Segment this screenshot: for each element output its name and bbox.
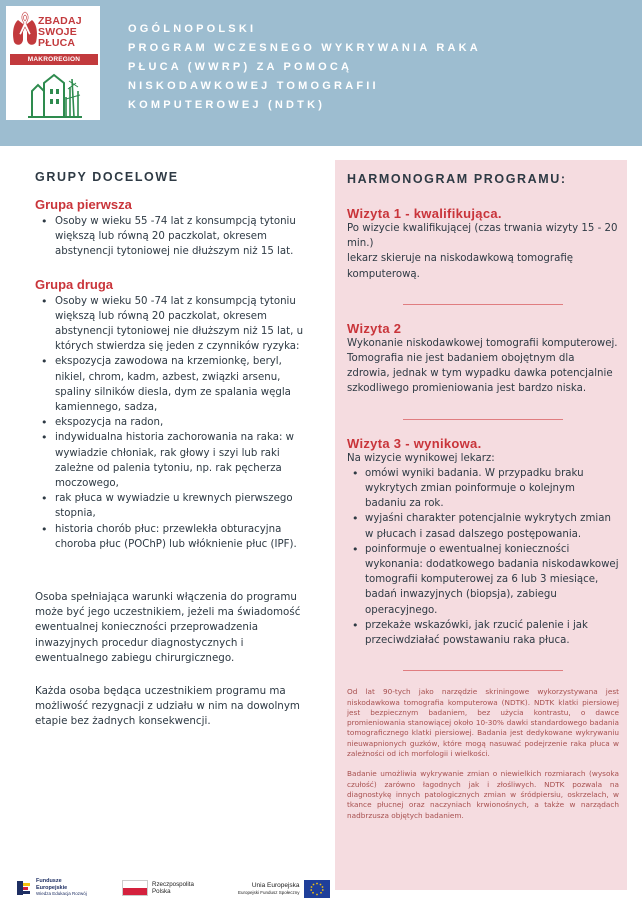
list-item: • rak płuca w wywiadzie u krewnych pierwszego stopnia, xyxy=(35,491,315,521)
logo-text: ZBADAJ SWOJE PŁUCA xyxy=(38,15,82,49)
eu-line2: Europejski Fundusz Społeczny xyxy=(238,890,300,895)
group1-list xyxy=(35,214,315,260)
rp-line2: Polska xyxy=(152,888,171,895)
schedule-heading: HARMONOGRAM PROGRAMU: xyxy=(347,172,567,186)
header-banner xyxy=(0,0,642,146)
divider xyxy=(403,304,563,305)
list-item: • Osoby w wieku 55 -74 lat z konsumpcją tytoniu większą lub równą 20 paczkolat, okresem abstynencji tytoniowej nie dłuższym niż 15 lat. xyxy=(35,214,315,260)
visit2-text: Wykonanie niskodawkowej tomografii komputerowej. Tomografia nie jest badaniem obojętnym dla zdrowia, jednak w tym wypadku dawka potencjalnie szkodliwego promieniowania jest bardzo niska. xyxy=(347,337,618,395)
visit3-title: Wizyta 3 - wynikowa. xyxy=(347,435,482,451)
visit1-text: Po wizycie kwalifikującej (czas trwania wizyty 15 - 20 min.) xyxy=(347,223,618,250)
visit1-title: Wizyta 1 - kwalifikująca. xyxy=(347,206,502,221)
list-item: • przekaże wskazówki, jak rzucić palenie i jak przeciwdziałać powstawaniu raka płuca. xyxy=(347,618,619,648)
funding-footer xyxy=(0,872,642,907)
program-title: OGÓLNOPOLSKI PROGRAM WCZESNEGO WYKRYWANIA RAKA PŁUCA (WWRP) ZA POMOCĄ NISKODAWKOWEJ TOMOGRAFII KOMPUTEROWEJ (NDTK) xyxy=(128,23,481,111)
schedule-panel xyxy=(335,160,627,890)
target-groups-heading: GRUPY DOCELOWE xyxy=(35,170,179,184)
group2-list xyxy=(35,294,315,552)
fe-line1: Fundusze xyxy=(36,878,62,884)
lungs-ribbon-icon xyxy=(12,10,38,48)
visit2-title: Wizyta 2 xyxy=(347,320,402,336)
list-item: • wyjaśni charakter potencjalnie wykrytych zmian w płucach i zasad dalszego postępowania. xyxy=(347,511,619,541)
program-logo xyxy=(6,6,100,120)
ndtk-info-paragraph-2: Badanie umożliwia wykrywanie zmian o niewielkich rozmiarach (wysoka czułość) zarówno łagodnych jak i złośliwych. NDTK pozwala na diagnostykę innych patologicznych zmian w śródpiersiu, oskrzelach, w tkance płucnej oraz naczyniach krwionośnych, a także w narządach nadbrzusza objętych badaniem. xyxy=(347,769,619,820)
divider xyxy=(403,419,563,420)
list-item: • historia chorób płuc: przewlekła obturacyjna choroba płuc (POChP) lub włóknienie płuc (IPF). xyxy=(35,522,315,552)
fe-star-icon xyxy=(16,880,32,896)
list-item: • ekspozycja na radon, xyxy=(35,415,315,430)
eu-flag-icon xyxy=(304,880,330,898)
rzeczpospolita-logo xyxy=(122,880,194,896)
list-item: • omówi wyniki badania. W przypadku braku wykrytych zmian poinformuje o kolejnym badaniu za rok. xyxy=(347,466,619,512)
list-item: • Osoby w wieku 50 -74 lat z konsumpcją tytoniu większą lub równą 20 paczkolat, okresem abstynencji tytoniowej nie dłuższym niż 15 lat, u których stwierdza się jeden z czynników ryzyka: xyxy=(35,294,315,355)
divider xyxy=(403,670,563,671)
fundusze-europejskie-logo xyxy=(16,878,87,898)
group1-title: Grupa pierwsza xyxy=(35,197,132,212)
fe-line3: Wiedza Edukacja Rozwój xyxy=(36,891,87,896)
logo-region-label: MAKROREGION xyxy=(10,54,98,65)
group2-title: Grupa druga xyxy=(35,276,114,292)
list-item: • indywidualna historia zachorowania na raka: w wywiadzie chłoniak, rak głowy i szyi lub raki zależne od palenia tytoniu, np. rak pęcherza moczowego, xyxy=(35,430,315,491)
eligibility-paragraph: Osoba spełniająca warunki włączenia do programu może być jego uczestnikiem, jeżeli ma świadomość ewentualnej konieczności przeprowadzenia inwazyjnych procedur diagnostycznych i ewentualnego zabiegu chirurgicznego. xyxy=(35,591,301,664)
ndtk-info-paragraph: Od lat 90-tych jako narzędzie skriningowe wykorzystywana jest niskodawkowa tomografia komputerowa (NDTK). NDTK klatki piersiowej jest bezpiecznym badaniem, bez użycia kontrastu, o dawce promieniowania stanowiącej około 10-30% dawki standardowego badania tomograficznego klatki piersiowej. Badania jest dedykowane wykrywaniu nieuwapnionych guzków, które mogą nasuwać podejrzenie raka płuca w zależności od ich morfologii i wielkości. xyxy=(347,687,619,759)
visit3-list xyxy=(347,466,619,648)
rp-line1: Rzeczpospolita xyxy=(152,881,194,888)
fe-line2: Europejskie xyxy=(36,884,68,891)
eu-logo xyxy=(238,880,330,898)
list-item: • poinformuje o ewentualnej konieczności wykonania: dodatkowego badania niskodawkowej tomografii komputerowej za 6 lub 3 miesiące, badań inwazyjnych (biopsja), zabiegu operacyjnego. xyxy=(347,542,619,618)
list-item: • ekspozycja zawodowa na krzemionkę, beryl, nikiel, chrom, kadm, azbest, związki arsenu, spaliny silników diesla, dym ze spalania węgla kamiennego, sadza, xyxy=(35,354,315,415)
resignation-paragraph: Każda osoba będąca uczestnikiem programu ma możliwość rezygnacji z udziału w nim na dowolnym etapie bez żadnych konsekwencji. xyxy=(35,685,300,728)
poland-flag-icon xyxy=(122,880,148,896)
visit1-text-2: lekarz skieruje na niskodawkową tomografię komputerową. xyxy=(347,253,574,280)
eu-line1: Unia Europejska xyxy=(251,882,300,889)
visit3-intro: Na wizycie wynikowej lekarz: xyxy=(347,452,495,464)
hospital-building-icon xyxy=(28,69,82,119)
target-groups-column xyxy=(35,170,315,730)
